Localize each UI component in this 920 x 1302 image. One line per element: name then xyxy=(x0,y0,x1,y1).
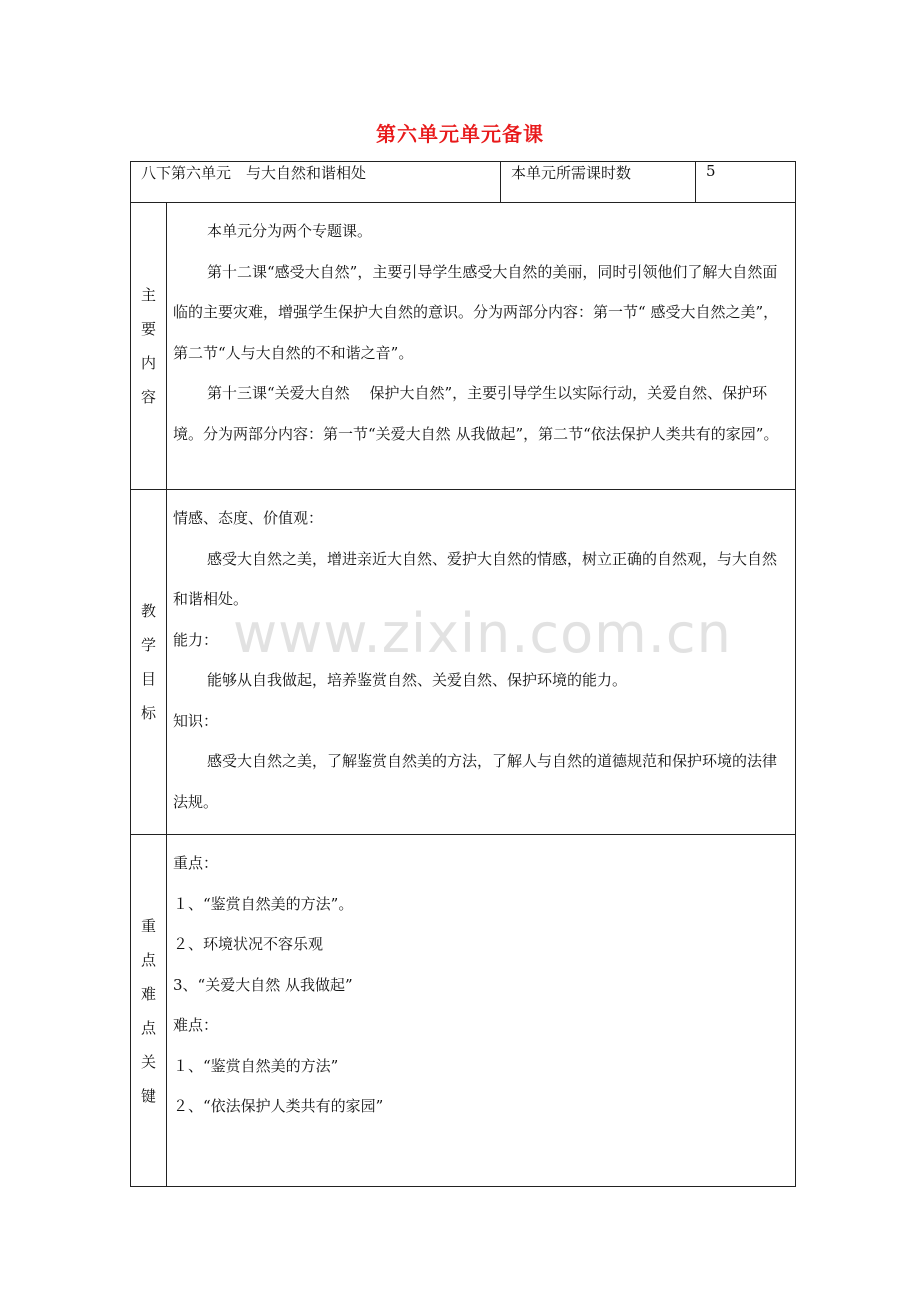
list-item: ２、“依法保护人类共有的家园” xyxy=(173,1097,384,1115)
ability-heading: 能力： xyxy=(173,630,219,649)
main-content-text xyxy=(167,203,796,490)
key-points-row xyxy=(131,835,796,1187)
knowledge-heading: 知识： xyxy=(173,711,219,730)
paragraph: 第十三课“关爱大自然 保护大自然”，主要引导学生以实际行动，关爱自然、保护环境。分为两部分内容：第一节“关爱大自然 从我做起”，第二节“依法保护人类共有的家园”。 xyxy=(173,384,779,443)
list-item: 3、“关爱大自然 从我做起” xyxy=(173,975,353,994)
paragraph: 第十二课“感受大自然”，主要引导学生感受大自然的美丽，同时引领他们了解大自然面临的主要灾难，增强学生保护大自然的意识。分为两部分内容：第一节“ 感受大自然之美”，第二节“人与大自然的不和谐之音”。 xyxy=(173,262,779,362)
unit-plan-table xyxy=(130,161,796,1187)
attitude-text: 感受大自然之美，增进亲近大自然、爱护大自然的情感，树立正确的自然观，与大自然和谐相处。 xyxy=(173,549,778,608)
paragraph: 本单元分为两个专题课。 xyxy=(207,222,373,240)
key-points-label: 重 点 难 点 关 键 xyxy=(131,835,167,1187)
key-heading: 重点： xyxy=(173,854,219,872)
unit-name-cell: 八下第六单元 与大自然和谐相处 xyxy=(131,162,501,203)
header-row xyxy=(131,162,796,203)
knowledge-text: 感受大自然之美，了解鉴赏自然美的方法，了解人与自然的道德规范和保护环境的法律法规。 xyxy=(173,752,778,811)
hours-value-cell: 5 xyxy=(696,162,796,203)
attitude-heading: 情感、态度、价值观： xyxy=(173,509,324,527)
main-content-label: 主 要 内 容 xyxy=(131,203,167,490)
difficult-heading: 难点： xyxy=(173,1016,219,1034)
list-item: ２、环境状况不容乐观 xyxy=(173,935,324,953)
list-item: １、“鉴赏自然美的方法”。 xyxy=(173,894,354,913)
ability-text: 能够从自我做起，培养鉴赏自然、关爱自然、保护环境的能力。 xyxy=(207,671,628,689)
main-content-row xyxy=(131,203,796,490)
key-points-text xyxy=(167,835,796,1187)
objectives-label: 教 学 目 标 xyxy=(131,490,167,835)
page-title: 第六单元单元备课 xyxy=(376,122,544,146)
list-item: １、“鉴赏自然美的方法” xyxy=(173,1056,339,1075)
watermark: www.zixin.com.cn xyxy=(233,602,732,665)
hours-label-cell: 本单元所需课时数 xyxy=(501,162,696,203)
